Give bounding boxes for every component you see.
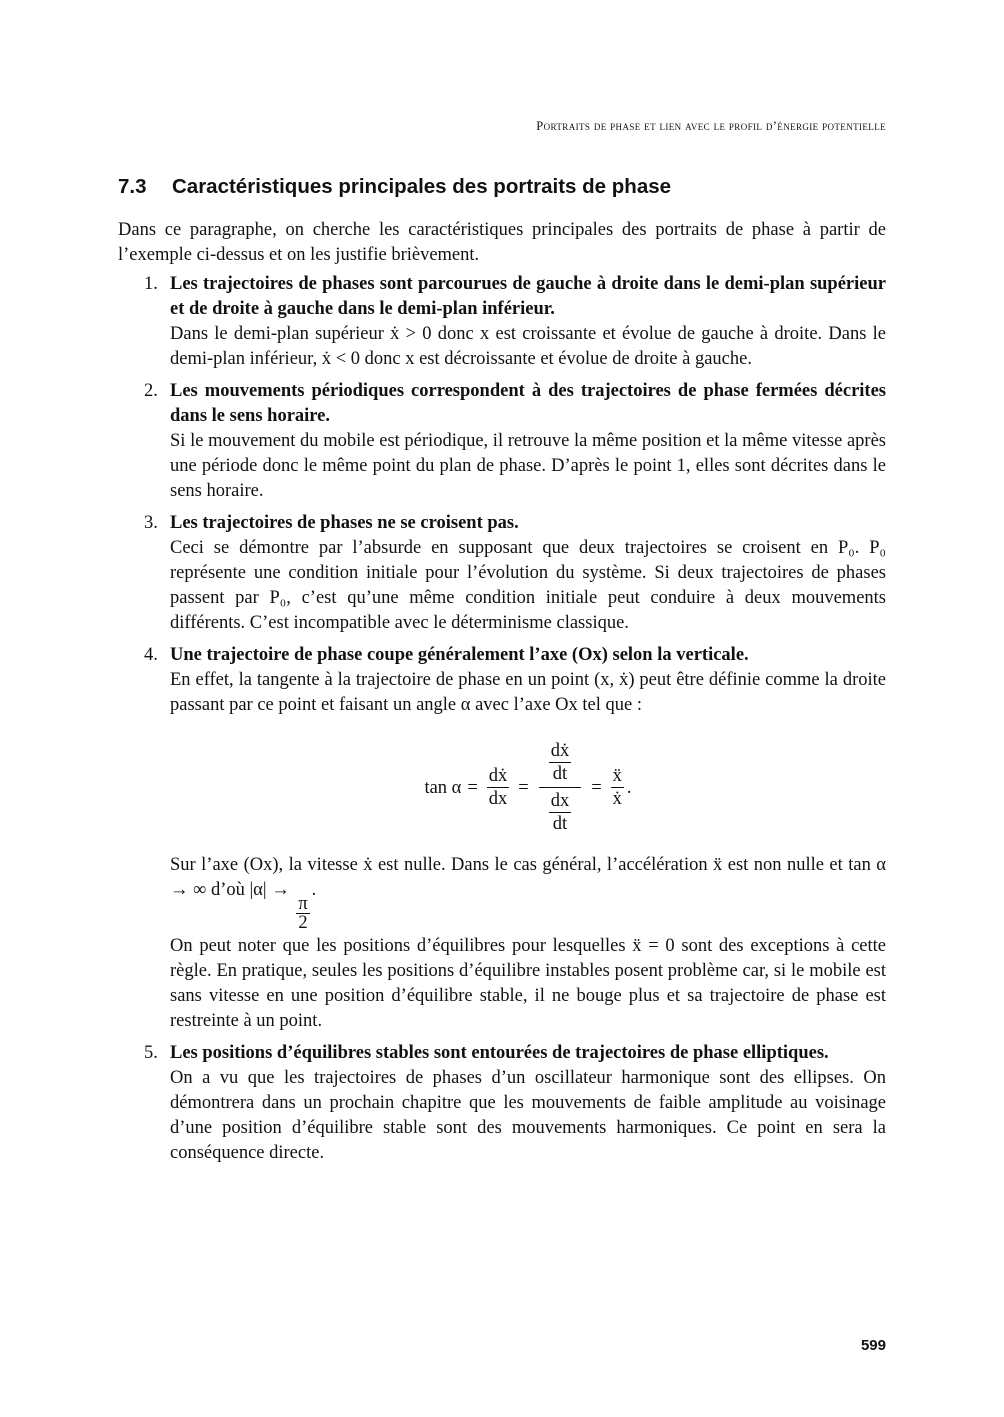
item-heading: Les positions d’équilibres stables sont entourées de trajectoires de phase elliptiques. bbox=[170, 1043, 829, 1063]
item-body: Dans le demi-plan supérieur ẋ > 0 donc x est croissante et évolue de gauche à droite. Dans le demi-plan inférieur, ẋ < 0 donc x est décroissante et évolue de droite à gauche. bbox=[170, 324, 886, 369]
item-body: Si le mouvement du mobile est périodique, il retrouve la même position et la même vitesse après une période donc le même point du plan de phase. D’après le point 1, elles sont décrites dans le sens horaire. bbox=[170, 431, 886, 501]
equals-sign: = bbox=[518, 777, 529, 798]
fraction-denominator: 2 bbox=[298, 913, 308, 933]
pi-over-two bbox=[296, 895, 309, 932]
item-number: 5. bbox=[144, 1043, 158, 1063]
list-item bbox=[118, 511, 886, 636]
item-body: On peut noter que les positions d’équilibres pour lesquelles ẍ = 0 sont des exceptions à cette règle. En pratique, seules les positions d’équilibre instables posent problème car, si le mobile est sans vitesse en une position d’équilibre stable, il ne bouge plus et sa trajectoire de phase est restreinte à un point. bbox=[170, 936, 886, 1031]
item-body bbox=[170, 853, 886, 932]
fraction-dxdot-dx bbox=[487, 765, 510, 810]
section-title-text: Caractéristiques principales des portraits de phase bbox=[172, 175, 672, 198]
compound-fraction bbox=[541, 738, 580, 837]
list-item bbox=[118, 379, 886, 504]
item-number: 4. bbox=[144, 645, 158, 665]
item-heading: Les trajectoires de phases ne se croisent pas. bbox=[170, 513, 519, 533]
fraction-denominator: ẋ bbox=[612, 789, 622, 809]
compound-denominator bbox=[545, 790, 576, 835]
list-item bbox=[118, 643, 886, 1034]
list-item bbox=[118, 272, 886, 372]
equals-sign: = bbox=[591, 777, 602, 798]
equals-sign: = bbox=[467, 777, 478, 798]
item-body: En effet, la tangente à la trajectoire de phase en un point (x, ẋ) peut être définie comme la droite passant par ce point et faisant un angle α avec l’axe Ox tel que : bbox=[170, 670, 886, 715]
item-heading: Les trajectoires de phases sont parcourues de gauche à droite dans le demi-plan supérieur et de droite à gauche dans le demi-plan inférieur. bbox=[170, 274, 886, 319]
fraction-xddot-xdot bbox=[611, 765, 624, 810]
fraction-numerator: ẍ bbox=[612, 766, 622, 786]
item-number: 2. bbox=[144, 381, 158, 401]
item-body-period: . bbox=[311, 880, 317, 900]
fraction-numerator: π bbox=[298, 894, 308, 914]
fraction-numerator: dẋ bbox=[488, 766, 508, 786]
fraction-numerator: dx bbox=[550, 791, 570, 811]
item-body: Ceci se démontre par l’absurde en supposant que deux trajectoires se croisent en P₀. P₀ représente une condition initiale pour l’évolution du système. Si deux trajectoires de phases passent par P₀, c’est qu’une même condition initiale peut conduire à deux mouvements différents. C’est incompatible avec le déterminisme classique. bbox=[170, 538, 886, 633]
item-body-text: Sur l’axe (Ox), la vitesse ẋ est nulle. Dans le cas général, l’accélération ẍ est non nulle et tan α → ∞ d’où |α| → bbox=[170, 855, 886, 900]
item-number: 3. bbox=[144, 513, 158, 533]
characteristics-list bbox=[118, 272, 886, 1166]
fraction-bar bbox=[539, 787, 582, 788]
fraction-denominator: dx bbox=[488, 789, 508, 809]
running-head: Portraits de phase et lien avec le profil d’énergie potentielle bbox=[536, 119, 886, 133]
compound-numerator bbox=[545, 740, 576, 785]
item-body: On a vu que les trajectoires de phases d’un oscillateur harmonique sont des ellipses. On démontrera dans un prochain chapitre que les mouvements de faible amplitude au voisinage d’une position d’équilibre stable sont des mouvements harmoniques. Ce point en sera la conséquence directe. bbox=[170, 1068, 886, 1163]
equation-period: . bbox=[626, 777, 632, 798]
intro-paragraph: Dans ce paragraphe, on cherche les caractéristiques principales des portraits de phase à partir de l’exemple ci-dessus et on les justifie brièvement. bbox=[118, 220, 886, 265]
page-number: 599 bbox=[860, 1337, 886, 1354]
fraction-denominator: dt bbox=[549, 812, 571, 835]
fraction-denominator: dt bbox=[549, 762, 571, 785]
item-heading: Les mouvements périodiques correspondent à des trajectoires de phase fermées décrites dans le sens horaire. bbox=[170, 381, 886, 426]
equation-lhs: tan α bbox=[424, 777, 462, 798]
page-content bbox=[118, 218, 886, 1173]
fraction-numerator: dẋ bbox=[550, 741, 570, 761]
item-heading: Une trajectoire de phase coupe généralement l’axe (Ox) selon la verticale. bbox=[170, 645, 749, 665]
section-number: 7.3 bbox=[118, 175, 147, 198]
section-title bbox=[118, 175, 671, 199]
tangent-equation bbox=[170, 738, 886, 837]
list-item bbox=[118, 1041, 886, 1166]
item-number: 1. bbox=[144, 274, 158, 294]
